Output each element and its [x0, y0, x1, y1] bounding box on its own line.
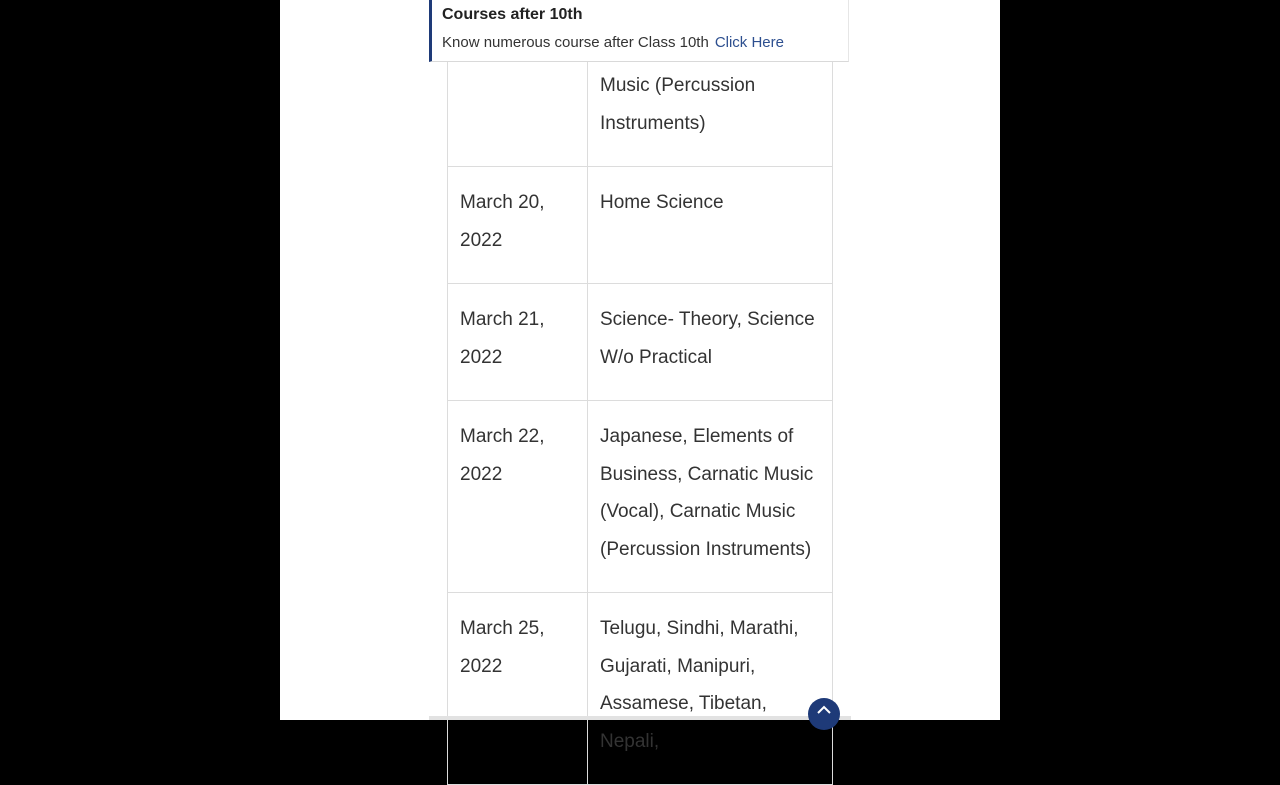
table-row — [448, 60, 833, 167]
subjects-cell: Music (Percussion Instruments) — [588, 60, 833, 167]
exam-schedule-table — [447, 60, 833, 785]
subjects-cell: Home Science — [588, 167, 833, 284]
date-cell: March 21, 2022 — [448, 284, 588, 401]
table-row — [448, 284, 833, 401]
scroll-to-top-button[interactable] — [808, 698, 840, 730]
table-row — [448, 401, 833, 593]
banner-text — [442, 34, 784, 51]
table-row — [448, 167, 833, 284]
bottom-bar — [429, 716, 851, 720]
date-cell: March 22, 2022 — [448, 401, 588, 593]
courses-banner — [429, 0, 849, 62]
subjects-cell: Japanese, Elements of Business, Carnatic Music (Vocal), Carnatic Music (Percussion Instruments) — [588, 401, 833, 593]
date-cell — [448, 60, 588, 167]
date-cell: March 20, 2022 — [448, 167, 588, 284]
chevron-up-icon — [816, 704, 832, 714]
subjects-cell: Science- Theory, Science W/o Practical — [588, 284, 833, 401]
page — [280, 0, 1000, 752]
click-here-link[interactable]: Click Here — [714, 34, 784, 51]
banner-description: Know numerous course after Class 10th — [442, 34, 709, 51]
date-cell: March 25, 2022 — [448, 593, 588, 785]
banner-title: Courses after 10th — [442, 6, 583, 23]
table-row — [448, 593, 833, 785]
subjects-cell: Telugu, Sindhi, Marathi, Gujarati, Manipuri, Assamese, Tibetan, Nepali, — [588, 593, 833, 785]
